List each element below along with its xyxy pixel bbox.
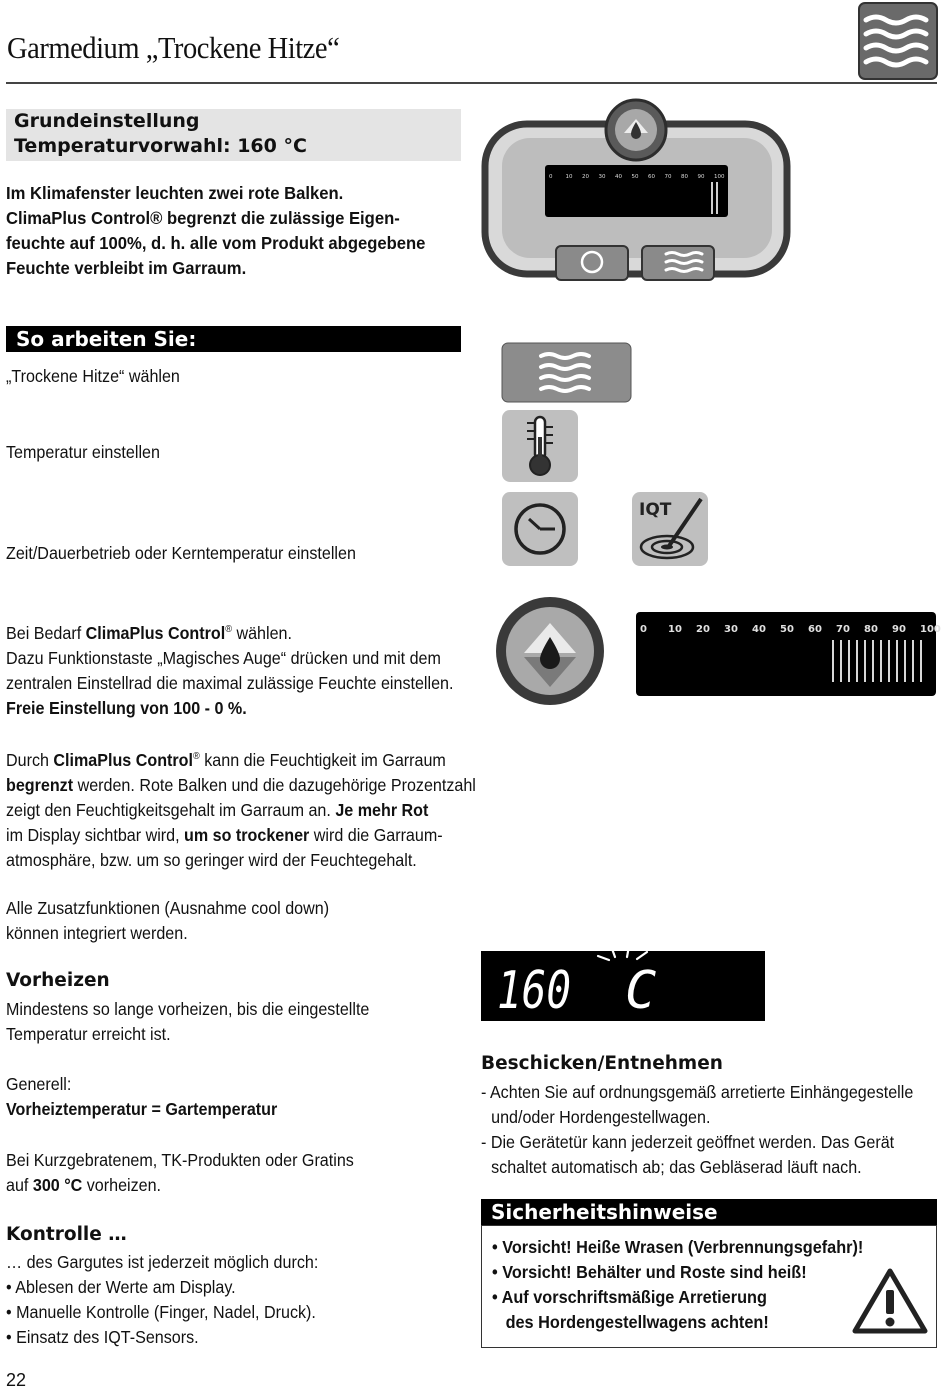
scale-label: 20: [696, 624, 710, 635]
climaplus-explanation: Durch ClimaPlus Control® kann die Feuchtigkeit im Garraum begrenzt werden. Rote Balken und die dazugehörige Prozentzahl zeigt den Feuchtigkeitsgehalt im Garraum an. Je mehr Rot im Display sichtbar wird, um so trockener wird die Garraum- atmosphäre, bzw. um so geringer wird der Feuchtegehalt.: [6, 749, 476, 870]
scale-label: 60: [648, 174, 655, 180]
instructions-heading: So arbeiten Sie:: [6, 326, 461, 352]
preheat-heading: Vorheizen: [6, 970, 110, 991]
humidity-bar: [711, 182, 713, 214]
scale-label: 20: [582, 174, 589, 180]
step-select-dry-heat: „Trockene Hitze“ wählen: [6, 366, 180, 386]
humidity-bar: [716, 182, 718, 214]
list-item: • Vorsicht! Heiße Wrasen (Verbrennungsgefahr)!: [492, 1237, 864, 1257]
temperature-unit: C: [625, 961, 657, 1021]
list-item: • Ablesen der Werte am Display.: [6, 1277, 236, 1297]
list-item: - Die Gerätetür kann jederzeit geöffnet werden. Das Gerät: [481, 1132, 895, 1152]
temperature-value: 160: [497, 961, 571, 1021]
scale-label: 90: [697, 174, 705, 180]
safety-heading: Sicherheitshinweise: [481, 1199, 937, 1225]
list-item: • Auf vorschriftsmäßige Arretierung: [492, 1287, 767, 1307]
scale-label: 80: [681, 174, 688, 180]
control-panel-illustration: [482, 100, 792, 286]
humidity-display: [636, 612, 941, 696]
scale-label: 60: [808, 624, 822, 635]
scale-label: 50: [780, 624, 794, 635]
scale-label: 100: [714, 174, 725, 180]
list-item: • Vorsicht! Behälter und Roste sind heiß!: [492, 1262, 807, 1282]
scale-label: 40: [615, 174, 622, 180]
scale-label: 90: [892, 624, 906, 635]
scale-label: 10: [668, 624, 682, 635]
scale-label: 70: [664, 174, 672, 180]
temperature-lcd-digits: [481, 938, 765, 1021]
list-item: des Hordengestellwagens achten!: [492, 1312, 769, 1332]
scale-label: 0: [640, 624, 647, 635]
preheat-rule: Vorheiztemperatur = Gartemperatur: [6, 1099, 278, 1119]
scale-label: 100: [920, 624, 941, 635]
dry-heat-mode-icon: [858, 2, 938, 80]
scale-label: 30: [724, 624, 738, 635]
warning-triangle-icon: [852, 1268, 928, 1334]
scale-label: 70: [836, 624, 850, 635]
scale-label: 50: [631, 174, 639, 180]
control-list: … des Gargutes ist jederzeit möglich durch: • Ablesen der Werte am Display. • Manuelle Kontrolle (Finger, Nadel, Druck). • Einsatz des IQT-Sensors.: [6, 1250, 318, 1350]
scale-label: 10: [565, 174, 573, 180]
title-rule: [6, 82, 937, 84]
list-item: - Achten Sie auf ordnungsgemäß arretierte Einhängegestelle: [481, 1082, 914, 1102]
thermometer-icon: [501, 409, 579, 483]
basic-setting-title: Grundeinstellung: [14, 110, 200, 132]
step-set-time: Zeit/Dauerbetrieb oder Kerntemperatur einstellen: [6, 543, 356, 563]
step-set-temperature: Temperatur einstellen: [6, 442, 160, 462]
dry-heat-button-icon: [501, 342, 632, 403]
magic-eye-button-icon: [494, 595, 606, 707]
climate-window-text: Im Klimafenster leuchten zwei rote Balken. ClimaPlus Control® begrenzt die zulässige Eigen- feuchte auf 100%, d. h. alle vom Produkt abgegebene Feuchte verbleibt im Garraum.: [6, 183, 426, 278]
page-number: 22: [6, 1370, 27, 1390]
loading-list: - Achten Sie auf ordnungsgemäß arretierte Einhängegestelle und/oder Hordengestellwagen. - Die Gerätetür kann jederzeit geöffnet werden. Das Gerät schaltet automatisch ab; das Gebläserad läuft nach.: [481, 1082, 914, 1177]
core-temperature-probe-icon: [631, 491, 709, 567]
iqt-label: IQT: [639, 500, 672, 520]
temperature-preset: Temperaturvorwahl: 160 °C: [14, 135, 307, 157]
page-title: Garmedium „Trockene Hitze“: [7, 30, 340, 65]
preheat-text: Mindestens so lange vorheizen, bis die eingestellte Temperatur erreicht ist.: [6, 999, 370, 1044]
additional-functions-text: Alle Zusatzfunktionen (Ausnahme cool down) können integriert werden.: [6, 898, 330, 943]
loading-heading: Beschicken/Entnehmen: [481, 1053, 723, 1074]
scale-label: 80: [864, 624, 878, 635]
climaplus-name: ClimaPlus Control: [85, 622, 226, 643]
scale-label: 0: [549, 174, 553, 180]
climaplus-text: Bei Bedarf ClimaPlus Control® wählen. Dazu Funktionstaste „Magisches Auge“ drücken und mit dem zentralen Einstellrad die maximal zulässige Feuchte einstellen. Freie Einstellung von 100 - 0 %.: [6, 622, 454, 718]
preheat-short-fried: Bei Kurzgebratenem, TK-Produkten oder Gratins auf 300 °C vorheizen.: [6, 1150, 354, 1195]
list-item: • Einsatz des IQT-Sensors.: [6, 1327, 199, 1347]
clock-icon: [501, 491, 579, 567]
preheat-general: Generell: Vorheiztemperatur = Gartemperatur: [6, 1074, 278, 1119]
scale-label: 30: [598, 174, 606, 180]
control-heading: Kontrolle …: [6, 1224, 127, 1245]
list-item: • Manuelle Kontrolle (Finger, Nadel, Druck).: [6, 1302, 316, 1322]
scale-label: 40: [752, 624, 766, 635]
safety-list: [492, 1235, 863, 1335]
basic-setting-box: [6, 109, 461, 161]
